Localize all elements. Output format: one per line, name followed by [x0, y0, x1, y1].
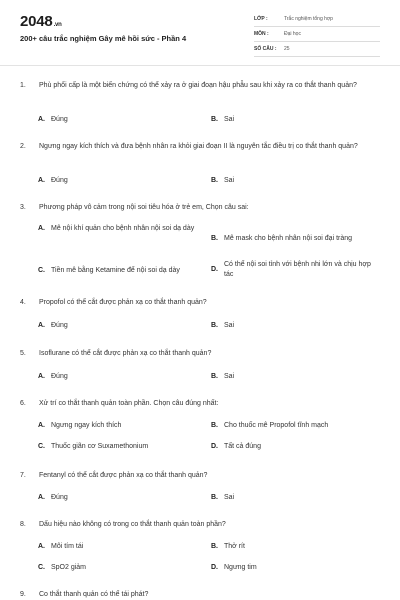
question-body: Phù phổi cấp là một biến chứng có thể xảy ra ở giai đoạn hậu phẫu sau khi xảy ra co thắt thanh quản? [39, 82, 357, 89]
option-text: Tất cả đúng [224, 443, 261, 450]
option-text: Môi tím tái [51, 543, 84, 550]
page-header [0, 0, 400, 66]
option-text: Sai [224, 116, 235, 123]
question-text [20, 141, 380, 153]
option-a[interactable] [38, 372, 68, 382]
quiz-meta [254, 12, 380, 57]
option-text: Có thể nội soi tỉnh với bệnh nhi lớn và chịu hợp tác [224, 261, 371, 278]
option-letter: B. [211, 373, 218, 380]
question-number: 3. [20, 204, 26, 211]
option-text: SpO2 giảm [51, 564, 87, 571]
option-d[interactable] [211, 260, 381, 280]
option-b[interactable] [211, 234, 352, 244]
option-text: Mê mask cho bệnh nhân nội soi đại tràng [224, 235, 353, 242]
question-body: Xử trí co thắt thanh quản toàn phần. Chọn câu đúng nhất: [39, 400, 219, 407]
meta-value: Đại học [284, 31, 301, 37]
option-b[interactable] [211, 115, 234, 125]
option-letter: C. [38, 443, 45, 450]
option-text: Đúng [51, 494, 68, 501]
meta-label: MÔN : [254, 31, 269, 37]
site-logo[interactable] [20, 13, 62, 30]
question-number: 9. [20, 591, 26, 598]
question-text [20, 398, 380, 410]
option-text: Đúng [51, 177, 68, 184]
option-text: Đúng [51, 322, 68, 329]
meta-label: SỐ CÂU : [254, 46, 277, 52]
question-number: 6. [20, 400, 26, 407]
option-letter: C. [38, 267, 45, 274]
option-text: Sai [224, 494, 235, 501]
question-text [20, 80, 380, 92]
logo-sub: .vn [53, 22, 62, 28]
question-body: Phương pháp vô cảm trong nội soi tiêu hóa ở trẻ em, Chọn câu sai: [39, 204, 249, 211]
option-b[interactable] [211, 542, 245, 552]
option-letter: A. [38, 494, 45, 501]
question-number: 8. [20, 521, 26, 528]
option-letter: D. [211, 266, 218, 273]
option-a[interactable] [38, 493, 68, 503]
option-letter: B. [211, 235, 218, 242]
option-text: Sai [224, 177, 235, 184]
option-letter: A. [38, 177, 45, 184]
option-letter: C. [38, 564, 45, 571]
option-letter: A. [38, 116, 45, 123]
option-letter: A. [38, 322, 45, 329]
option-text: Ngưng tim [224, 564, 257, 571]
option-a[interactable] [38, 224, 203, 234]
meta-row-class [254, 12, 380, 27]
option-a[interactable] [38, 421, 121, 431]
meta-label: LỚP : [254, 16, 268, 22]
option-c[interactable] [38, 563, 86, 573]
option-a[interactable] [38, 176, 68, 186]
question-number: 5. [20, 350, 26, 357]
option-letter: D. [211, 443, 218, 450]
option-text: Sai [224, 373, 235, 380]
option-text: Mê nội khí quản cho bệnh nhân nội soi dạ dày [51, 225, 195, 232]
option-b[interactable] [211, 321, 234, 331]
option-letter: A. [38, 422, 45, 429]
option-b[interactable] [211, 372, 234, 382]
option-text: Cho thuốc mê Propofol tĩnh mạch [224, 422, 329, 429]
option-letter: B. [211, 177, 218, 184]
question-text [20, 348, 380, 360]
option-letter: D. [211, 564, 218, 571]
page-title: 200+ câu trắc nghiệm Gây mê hồi sức - Phần 4 [20, 34, 187, 43]
meta-value: 25 [284, 46, 290, 52]
question-text [20, 297, 380, 309]
meta-row-count [254, 42, 380, 57]
option-letter: A. [38, 543, 45, 550]
question-body: Propofol có thể cắt được phản xạ co thắt thanh quản? [39, 299, 207, 306]
question-text [20, 589, 380, 600]
option-text: Thở rít [224, 543, 245, 550]
question-text [20, 519, 380, 531]
option-text: Đúng [51, 116, 68, 123]
question-body: Dấu hiệu nào không có trong co thắt thanh quản toàn phần? [39, 521, 226, 528]
option-letter: B. [211, 422, 218, 429]
option-letter: A. [38, 225, 45, 232]
option-letter: B. [211, 543, 218, 550]
question-number: 7. [20, 472, 26, 479]
option-letter: B. [211, 322, 218, 329]
meta-row-subject [254, 27, 380, 42]
question-number: 2. [20, 143, 26, 150]
option-letter: B. [211, 116, 218, 123]
option-b[interactable] [211, 493, 234, 503]
option-text: Ngưng ngay kích thích [51, 422, 122, 429]
logo-main: 2048 [20, 13, 53, 30]
option-text: Thuốc giãn cơ Suxamethonium [51, 443, 149, 450]
option-d[interactable] [211, 442, 261, 452]
option-d[interactable] [211, 563, 257, 573]
option-text: Tiền mê bằng Ketamine để nội soi dạ dày [51, 267, 180, 274]
option-b[interactable] [211, 176, 234, 186]
option-c[interactable] [38, 266, 180, 276]
option-letter: A. [38, 373, 45, 380]
question-body: Ngưng ngay kích thích và đưa bệnh nhân ra khỏi giai đoạn II là nguyên tắc điều trị co thắt thanh quản? [39, 143, 358, 150]
option-a[interactable] [38, 542, 83, 552]
meta-value: Trắc nghiệm tổng hợp [284, 16, 333, 22]
option-a[interactable] [38, 321, 68, 331]
option-a[interactable] [38, 115, 68, 125]
option-b[interactable] [211, 421, 328, 431]
question-number: 4. [20, 299, 26, 306]
option-letter: B. [211, 494, 218, 501]
option-text: Sai [224, 322, 235, 329]
option-c[interactable] [38, 442, 148, 452]
question-text [20, 470, 380, 482]
question-body: Isoflurane có thể cắt được phản xạ co thắt thanh quản? [39, 350, 212, 357]
question-number: 1. [20, 82, 26, 89]
option-text: Đúng [51, 373, 68, 380]
question-body: Fentanyl có thể cắt được phản xạ co thắt thanh quản? [39, 472, 208, 479]
question-text [20, 202, 380, 214]
question-body: Co thắt thanh quản có thể tái phát? [39, 591, 149, 598]
